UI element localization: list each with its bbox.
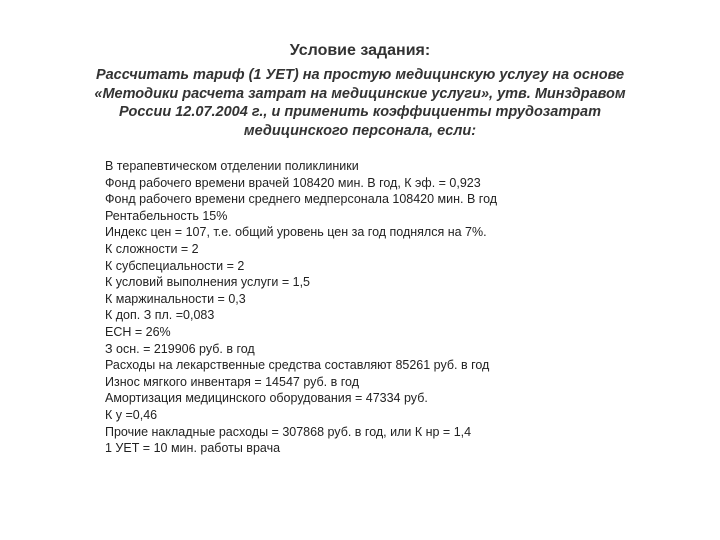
condition-item: ЕСН = 26% [105, 324, 171, 339]
condition-item: Фонд рабочего времени врачей 108420 мин. В год, К эф. = 0,923 [105, 175, 481, 190]
condition-item: Амортизация медицинского оборудования = 47334 руб. [105, 391, 428, 406]
condition-item: К условий выполнения услуги = 1,5 [105, 275, 310, 290]
condition-item: К сложности = 2 [105, 241, 199, 256]
condition-item: Рентабельность 15% [105, 208, 228, 223]
condition-item: Расходы на лекарственные средства составляют 85261 руб. в год [105, 358, 490, 373]
condition-item: Индекс цен = 107, т.е. общий уровень цен за год поднялся на 7%. [105, 225, 487, 240]
statement-line: России 12.07.2004 г., и применить коэффициенты трудозатрат [119, 104, 601, 120]
conditions-list [105, 158, 685, 457]
condition-item: К доп. З пл. =0,083 [105, 308, 215, 323]
statement-line: Рассчитать тариф (1 УЕТ) на простую медицинскую услугу на основе [95, 67, 625, 83]
task-title: Условие задания: [289, 42, 431, 59]
condition-item: 1 УЕТ = 10 мин. работы врача [105, 441, 281, 456]
condition-item: В терапевтическом отделении поликлиники [105, 159, 359, 173]
condition-item: К маржинальности = 0,3 [105, 291, 246, 306]
condition-item: К субспециальности = 2 [105, 258, 245, 273]
condition-item: К у =0,46 [105, 407, 158, 422]
statement-line: медицинского персонала, если: [243, 122, 477, 139]
task-statement [40, 66, 680, 140]
condition-item: Износ мягкого инвентаря = 14547 руб. в год [105, 374, 359, 389]
condition-item: Фонд рабочего времени среднего медперсонала 108420 мин. В год [105, 192, 498, 207]
condition-item: З осн. = 219906 руб. в год [105, 341, 255, 356]
condition-item: Прочие накладные расходы = 307868 руб. в год, или К нр = 1,4 [105, 424, 472, 439]
statement-line: «Методики расчета затрат на медицинские услуги», утв. Минздравом [94, 85, 626, 102]
